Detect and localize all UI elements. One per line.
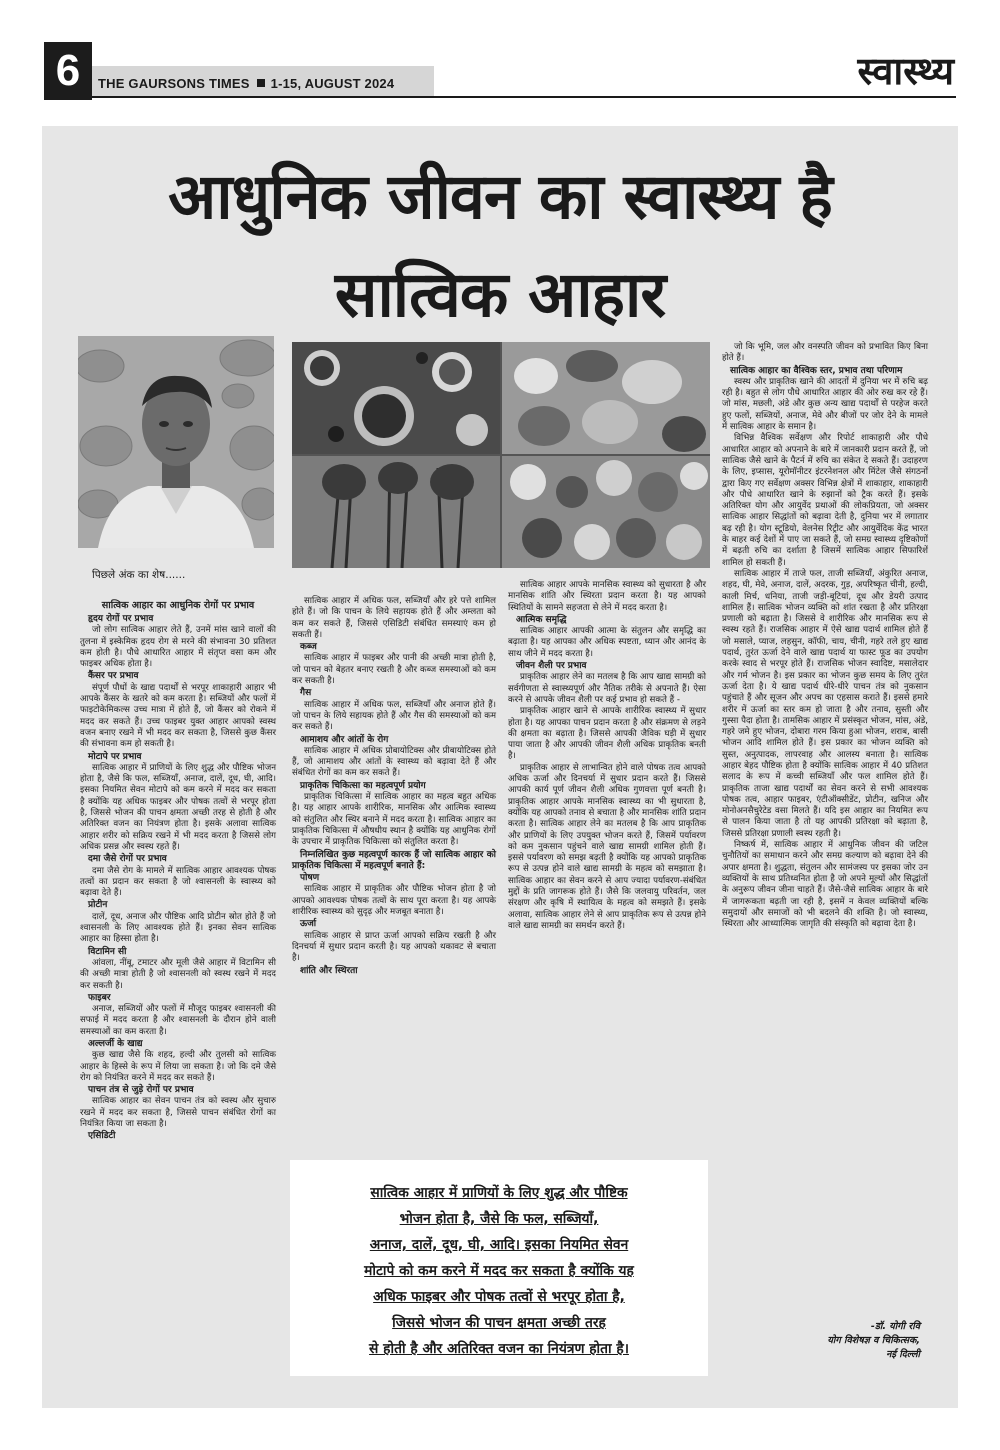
continued-note: पिछले अंक का शेष......	[92, 569, 186, 581]
author-name: -डॉ. योगी रवि	[870, 1321, 920, 1332]
pull-quote-line: मोटापे को कम करने में मदद कर सकता है क्योंकि यह	[364, 1263, 634, 1279]
subheading: हृदय रोगों पर प्रभाव	[88, 614, 154, 624]
author-place: नई दिल्ली	[886, 1349, 920, 1360]
paragraph: कुछ खाद्य जैसे कि शहद, हल्दी और तुलसी को सात्विक आहार के हिस्से के रूप में लिया जा सकता है। जो कि दमे जैसे रोग को नियंत्रित करने में मदद कर सकते हैं।	[80, 1050, 276, 1083]
paragraph: जो कि भूमि, जल और वनस्पति जीवन को प्रभावित किए बिना होते हैं।	[722, 342, 928, 364]
paragraph: निष्कर्ष में, सात्विक आहार में आधुनिक जीवन की जटिल चुनौतियों का समाधान करने और समग्र कल्याण को बढ़ावा देने की अपार क्षमता है। शुद्धता, संतुलन और सामंजस्य पर इसका जोर उन व्यक्तियों के साथ प्रतिध्वनित होता है जो अपने मूल्यों और सिद्धांतों के अनुरूप जीवन जीना चाहते हैं। जैसे-जैसे सात्विक आहार के बारे में जागरूकता बढ़ती जा रही है, इसमें न केवल व्यक्तियों बल्कि समुदायों और समाजों को भी बदलने की शक्ति है। जो स्वास्थ्य, स्थिरता और आध्यात्मिक जागृति की संस्कृति को बढ़ावा देता है।	[722, 840, 928, 930]
paragraph: सात्विक आहार से प्राप्त ऊर्जा आपको सक्रिय रखती है और दिनचर्या में सुधार प्रदान करती है। यह आपको थकावट से बचाता है।	[292, 930, 496, 964]
paragraph: सात्विक आहार में ताजे फल, ताजी सब्जियाँ, अंकुरित अनाज, शहद, घी, मेवे, अनाज, दालें, अदरक, गुड़, अपरिष्कृत चीनी, हल्दी, काली मिर्च, धनिया, ताजी जड़ी-बूटियां, दूध और डेयरी उत्पाद शामिल हैं। सात्विक भोजन व्यक्ति को शांत रखता है और प्रतिरक्षा प्रणाली को बढ़ाता है। जिससे वे शारीरिक और मानसिक रूप से स्वस्थ रहते हैं। राजसिक आहार में ऐसे खाद्य पदार्थ शामिल होते हैं जो मसाले, प्याज, लहसुन, कॉफी, चाय, चीनी, गहरे तले हुए खाद्य पदार्थ, तुरंत ऊर्जा देने वाले खाद्य पदार्थ या फास्ट फूड का उपयोग करके स्वाद से भरपूर होते हैं। राजसिक भोजन स्वादिष्ट, मसालेदार और गर्म भोजन है। इस प्रकार का भोजन कुछ समय के लिए तुरंत ऊर्जा देता है। ये खाद्य पदार्थ धीरे-धीरे पाचन तंत्र को नुकसान पहुंचाते हैं और सूजन और अपच का एहसास कराते हैं। इससे हमारे शरीर में ऊर्जा का स्तर कम हो जाता है और तनाव, सुस्ती और गुस्सा पैदा होता है। तामसिक आहार में प्रसंस्कृत भोजन, मांस, अंडे, गहरे जमे हुए भोजन, दोबारा गरम किया हुआ भोजन, शराब, बासी भोजन आदि शामिल होते हैं। इस प्रकार का भोजन व्यक्ति को सुस्त, अनुत्पादक, लापरवाह और आलस्य बनाता है। सात्विक आहार बेहद पौष्टिक होता है क्योंकि सात्विक आहार में 40 प्रतिशत सलाद के रूप में कच्ची सब्जियाँ और फल शामिल होते हैं। प्राकृतिक ताजा खाद्य पदार्थों का सेवन करने से सभी आवश्यक पोषक तत्व, आहार फाइबर, एंटीऑक्सीडेंट, प्रोटीन, खनिज और मोनोअनसैचुरेटेड वसा मिलते हैं। यदि इस आहार का नियमित रूप से पालन किया जाता है तो यह आपकी प्रतिरक्षा को बढ़ाता है, जिससे प्रतिरक्षा प्रणाली स्वस्थ रहती है।	[722, 568, 928, 839]
author-role: योग विशेषज्ञ व चिकित्सक,	[827, 1335, 920, 1346]
subheading: आत्मिक समृद्धि	[516, 614, 567, 625]
subheading: मोटापे पर प्रभाव	[88, 751, 142, 762]
article-column-4	[722, 342, 928, 930]
headline	[60, 148, 940, 344]
paragraph: दालें, दूध, अनाज और पौष्टिक आदि प्रोटीन स्रोत होते हैं जो श्वासनली के लिए आवश्यक होते हैं। इनका सेवन सात्विक आहार का हिस्सा होता है।	[80, 911, 276, 945]
food-collage-photo	[292, 342, 710, 568]
pull-quote-line: भोजन होता है, जैसे कि फल, सब्जियाँ,	[399, 1211, 599, 1227]
paragraph: प्राकृतिक आहार खाने से आपके शारीरिक स्वास्थ्य में सुधार होता है। यह आपका पाचन प्रदान करता है और संक्रमण से लड़ने की क्षमता का बढ़ाता है। जिससे आपकी जैविक घड़ी में सुधार पाया जाता है और आपकी जीवन शैली अधिक प्राकृतिक बनती है।	[508, 706, 706, 762]
paragraph: सात्विक आहार आपके मानसिक स्वास्थ्य को सुधारता है और मानसिक शांति और स्थिरता प्रदान करता है। यह आपको स्थितियों के सामने सहजता से लेने में मदद करता है।	[508, 580, 706, 613]
author-portrait-image	[78, 336, 274, 548]
article-column-2	[292, 596, 496, 977]
paragraph: प्राकृतिक आहार से लाभान्वित होने वाले पोषक तत्व आपको अधिक ऊर्जा और दिनचर्या में सुधार प्रदान करते हैं। जिससे आपकी कार्य पूर्ण जीवन शैली अधिक गुणवत्ता पूर्ण बनती है। प्राकृतिक आहार आपके मानसिक स्वास्थ्य का भी सुधारता है, क्योंकि यह आपको तनाव से बचाता है और मानसिक शांति प्रदान करता है। सात्विक आहार लेने का मतलब है कि आप प्राकृतिक और प्राणियों के लिए उपयुक्त भोजन करते हैं, जिसमें पर्यावरण को कम नुकसान पहुंचने वाले खाद्य सामग्री शामिल होती हैं। इससे पर्यावरण को समझ बढ़ती है क्योंकि यह आपको प्राकृतिक रूप से उत्पन्न होने वाले खाद्य सामग्री के महत्व को समझाता है। सात्विक आहार का सेवन करने से आप ज्यादा पर्यावरण-संबंधित मुद्दों के प्रति जागरूक होते हैं। जैसे कि जलवायु परिवर्तन, जल संरक्षण और कृषि में स्थायित्व के महत्व को समझते हैं। इसके अलावा, सात्विक आहार लेने से आप प्राकृतिक रूप से उत्पन्न होने वाले खाद्य सामग्री का समर्थन करते हैं।	[508, 762, 706, 931]
paragraph: सात्विक आहार का सेवन पाचन तंत्र को स्वस्थ और सुचारु रखने में मदद कर सकता है, जिससे पाचन संबंधित रोगों का नियंत्रित किया जा सकता है।	[80, 1096, 276, 1130]
subheading: प्राकृतिक चिकित्सा का महत्वपूर्ण प्रयोग	[300, 780, 426, 791]
paragraph: सात्विक आहार में प्राकृतिक और पौष्टिक भोजन होता है जो आपको आवश्यक पोषक तत्वों के साथ पूरा करता है। यह आपके शारीरिक स्वास्थ्य को सुदृढ़ और मजबूत बनाता है।	[292, 884, 496, 918]
subheading: फाइबर	[88, 992, 111, 1003]
publication-line	[98, 76, 394, 91]
paragraph: सात्विक आहार में फाइबर और पानी की अच्छी मात्रा होती है, जो पाचन को बेहतर बनाए रखती है और कब्ज समस्याओं को कम कर सकती है।	[292, 653, 496, 687]
subheading: कैंसर पर प्रभाव	[88, 671, 139, 682]
pull-quote-line: से होती है और अतिरिक्त वजन का नियंत्रण होता है।	[369, 1341, 629, 1357]
page-number: 6	[44, 42, 92, 100]
food-collage-image	[292, 342, 710, 568]
paragraph: अनाज, सब्जियों और फलों में मौजूद फाइबर श्वासनली की सफाई में मदद करता है और श्वासनली के दौरान होने वाली समस्याओं का कम करता है।	[80, 1004, 276, 1037]
pull-quote-line: अनाज, दालें, दूध, घी, आदि। इसका नियमित सेवन	[369, 1237, 629, 1253]
subheading: अल्लर्जी के खाद्य	[88, 1038, 143, 1049]
article-column-3	[508, 580, 706, 932]
headline-line-2: सात्विक आहार	[334, 258, 666, 331]
paragraph: प्राकृतिक चिकित्सा में सात्विक आहार का महत्व बहुत अधिक है। यह आहार आपके शारीरिक, मानसिक और आत्मिक स्वास्थ्य को संतुलित और स्थिर बनाने में मदद करता है। सात्विक आहार का प्राकृतिक चिकित्सा में औषधीय स्थान है क्योंकि यह आधुनिक रोगों के उपचार में प्राकृतिक चिकित्सा को संतुलित करता है।	[292, 792, 496, 848]
section-title: स्वास्थ्य	[857, 48, 954, 93]
paragraph: सात्विक आहार में प्राणियों के लिए शुद्ध और पौष्टिक भोजन होता है, जैसे कि फल, सब्जियाँ, अनाज, दालें, दूध, घी, आदि। इसका नियमित सेवन मोटापे को कम करने में मदद कर सकता है क्योंकि यह अधिक फाइबर और पोषक तत्वों से भरपूर होता है, जिससे भोजन की पाचन क्षमता अच्छी तरह से होती है और अतिरिक्त वजन का नियंत्रण होता है। इसके अलावा सात्विक आहार शरीर को सक्रिय रखने में भी मदद करता है जिससे लोग अधिक प्रसन्न और स्वस्थ रहते हैं।	[80, 762, 276, 852]
subheading: पोषण	[300, 873, 320, 884]
pull-quote-box	[290, 1160, 708, 1376]
subheading: प्रोटीन	[88, 900, 108, 911]
paragraph: आंवला, नींबू, टमाटर और मूली जैसे आहार में विटामिन सी की अच्छी मात्रा होती है जो श्वासनली को स्वस्थ रखने में मदद कर सकती है।	[80, 957, 276, 991]
pull-quote-line: जिससे भोजन की पाचन क्षमता अच्छी तरह	[392, 1315, 606, 1331]
header-rule	[92, 96, 956, 98]
subheading: जीवन शैली पर प्रभाव	[516, 661, 587, 672]
paragraph: संपूर्ण पौधों के खाद्य पदार्थों से भरपूर शाकाहारी आहार भी आपके कैंसर के खतरे को कम करता है। सब्जियों और फलों में फाइटोकेमिकल्स उच्च मात्रा में होते हैं, जो कैंसर को रोकने में मदद कर सकते हैं। उच्च फाइबर युक्त आहार आपको स्वस्थ वजन बनाए रखने में भी मदद कर सकता है, जिससे कुछ कैंसर की संभावना कम हो सकती है।	[80, 682, 276, 750]
paragraph: सात्विक आहार में अधिक फल, सब्जियाँ और अनाज होते हैं। जो पाचन के लिये सहायक होते हैं और गैस की समस्याओं को कम कर सकते हैं।	[292, 699, 496, 733]
issue-date: 1-15, AUGUST 2024	[270, 76, 395, 91]
paragraph: सात्विक आहार में अधिक फल, सब्जियाँ और हरे पत्ते शामिल होते हैं। जो कि पाचन के लिये सहायक होते हैं और अम्लता को कम कर सकते हैं, जिससे एसिडिटी संबंधित समस्याएं कम हो सकती हैं।	[292, 596, 496, 640]
subheading: कब्ज	[300, 642, 317, 653]
paragraph: स्वस्थ और प्राकृतिक खाने की आदतों में दुनिया भर में रुचि बढ़ रही है। बहुत से लोग पौधे आधारित आहार की ओर रुख कर रहे हैं। जो मांस, मछली, अंडे और कुछ अन्य खाद्य पदार्थों से परहेज करते हुए फलों, सब्जियों, अनाज, मेवे और बीजों पर जोर देने के मामले में सात्विक आहार के समान है।	[722, 376, 928, 433]
pull-quote-line: अधिक फाइबर और पोषक तत्वों से भरपूर होता है,	[373, 1289, 625, 1305]
pull-quote-line: सात्विक आहार में प्राणियों के लिए शुद्ध और पौष्टिक	[370, 1185, 628, 1201]
subheading: एसिडिटी	[88, 1131, 116, 1142]
subheading: निम्नलिखित कुछ महत्वपूर्ण कारक हैं जो सात्विक आहार को प्राकृतिक चिकित्सा में महत्वपूर्ण बनाते हैं:	[292, 849, 496, 871]
subheading: विटामिन सी	[88, 946, 127, 957]
paragraph: विभिन्न वैश्विक सर्वेक्षण और रिपोर्ट शाकाहारी और पौधे आधारित आहार को अपनाने के बारे में जानकारी प्रदान करते हैं, जो सात्विक जैसे खाने के पैटर्न में रुचि का संकेत दे सकते हैं। उदाहरण के लिए, इप्सास, यूरोमॉनीटर इंटरनेशनल और मिंटेल जैसे संगठनों द्वारा किए गए सर्वेक्षण अक्सर विभिन्न क्षेत्रों में शाकाहार, शाकाहारी और पौधे आधारित खाने के रुझानों को ट्रैक करते हैं। इसके अतिरिक्त योग और आयुर्वेद प्रथाओं की लोकप्रियता, जो अक्सर सात्विक आहार सिद्धांतों को बढ़ावा देती है, दुनिया भर में लगातार बढ़ रही है। योग स्टूडियो, वेलनेस रिट्रीट और आयुर्वेदिक केंद्र भारत के बाहर कई देशों में पाए जा सकते हैं, जो समग्र स्वास्थ्य दृष्टिकोणों में बढ़ती रुचि का दर्शाता है जिसमें सात्विक आहार सिफारिशें शामिल हो सकती हैं।	[722, 433, 928, 568]
paragraph: दमा जैसे रोग के मामले में सात्विक आहार आवश्यक पोषक तत्वों का प्रदान कर सकता है जो श्वासनली के स्वास्थ्य को बढ़ावा देते हैं।	[80, 865, 276, 899]
subheading: ऊर्जा	[300, 919, 317, 930]
author-byline	[827, 1320, 920, 1362]
paragraph: प्राकृतिक आहार लेने का मतलब है कि आप खाद्य सामग्री को सर्वगीणता से स्वास्थ्यपूर्ण और नैतिक तरीके से अपनाते हैं। ऐसा करने से आपके जीवन शैली पर कई प्रभाव हो सकते हैं -	[508, 672, 706, 705]
paragraph: जो लोग सात्विक आहार लेते हैं, उनमें मांस खाने वालों की तुलना में इस्केमिक हृदय रोग से मरने की संभावना 30 प्रतिशत कम होती है। पौधे आधारित आहार में संतृप्त वसा कम और फाइबर अधिक होता है।	[80, 625, 276, 670]
paragraph: सात्विक आहार में अधिक प्रोबायोटिक्स और प्रीबायोटिक्स होते हैं, जो आमाशय और आंतों के स्वास्थ्य को बढ़ावा देते हैं और संबंधित रोगों का कम कर सकते हैं।	[292, 745, 496, 779]
subheading: सात्विक आहार का वैश्विक स्तर, प्रभाव तथा परिणाम	[730, 365, 903, 376]
headline-line-1: आधुनिक जीवन का स्वास्थ्य है	[168, 160, 832, 233]
subheading: गैस	[300, 688, 312, 699]
column-1-title: सात्विक आहार का आधुनिक रोगों पर प्रभाव	[101, 600, 255, 611]
subheading: शांति और स्थिरता	[300, 965, 358, 976]
article-column-1	[80, 596, 276, 1143]
paragraph: सात्विक आहार आपकी आत्मा के संतुलन और समृद्धि का बढ़ाता है। यह आपका और अधिक स्पष्टता, ध्यान और आनंद के साथ जीने में मदद करता है।	[508, 626, 706, 659]
subheading: आमाशय और आंतों के रोग	[300, 734, 389, 745]
square-bullet-icon	[257, 79, 265, 87]
subheading: पाचन तंत्र से जुड़े रोगों पर प्रभाव	[88, 1085, 194, 1096]
subheading: दमा जैसे रोगों पर प्रभाव	[88, 854, 167, 865]
author-photo	[78, 336, 274, 548]
publication-name: THE GAURSONS TIMES	[98, 76, 250, 91]
